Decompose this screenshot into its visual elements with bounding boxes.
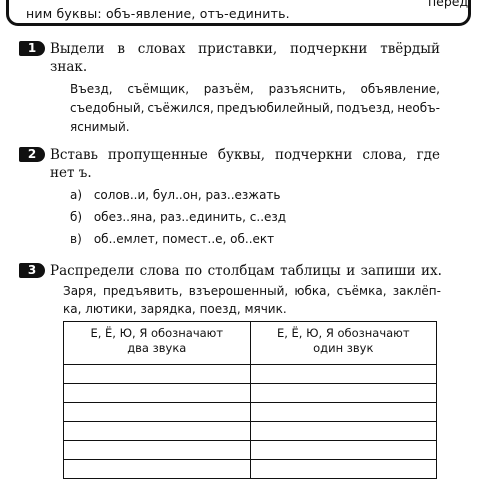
task2-option-a [70,188,281,202]
header-line: два звука [127,341,187,355]
task2-option-b [70,210,286,224]
word: съёжился, [147,101,214,115]
table-header-col2 [250,322,437,365]
table-row [64,384,437,403]
option-text: солов..и, бул..он, раз..езжать [93,188,281,202]
answer-cell[interactable] [64,365,251,384]
word: съёмщик, [127,82,190,96]
word: буквы, [217,147,266,163]
header-line: Е, Ё, Ю, Я обозначают [276,326,410,340]
rule-text: ним буквы: объ-явление, отъ-единить. [26,6,290,21]
word: съёмка, [336,284,387,298]
task1-instruction-line: знак. [50,59,88,75]
task1-words-line: яснимый. [70,120,130,134]
task-number-3: 3 [19,263,45,278]
word: приставки, [198,41,278,57]
table-header-col1 [64,322,251,365]
answer-cell[interactable] [250,403,437,422]
word: подъезд, [336,101,395,115]
word: необъ- [397,101,440,115]
table-row [64,441,437,460]
word: объявление, [360,82,440,96]
header-line: один звук [313,341,374,355]
answer-cell[interactable] [64,460,251,479]
word: Выдели [50,41,105,57]
word: столбцам [207,263,275,279]
answer-cell[interactable] [64,384,251,403]
table-row [64,365,437,384]
answer-cell[interactable] [250,460,437,479]
header-line: Е, Ё, Ю, Я обозначают [90,326,224,340]
answer-cell[interactable] [250,384,437,403]
task3-words-line [63,282,441,300]
task1-words-line [70,80,440,99]
word: где [416,147,440,163]
option-text: обез..яна, раз..единить, с..езд [93,210,287,224]
rule-text-end: перед [428,0,469,9]
option-letter: а) [70,188,83,202]
answer-cell[interactable] [250,422,437,441]
word: предъюбилейный, [216,101,334,115]
option-letter: в) [70,232,82,246]
word: съедобный, [70,101,145,115]
task3-words-line: ка, лютики, зарядка, поезд, мячик. [63,302,287,316]
task3-instruction [50,262,442,280]
word: пропущенные [107,147,208,163]
option-letter: б) [70,210,83,224]
answer-cell[interactable] [250,365,437,384]
answer-cell[interactable] [64,441,251,460]
table-row [64,422,437,441]
task3-instruction-line [50,262,442,280]
task1-words [70,80,440,137]
word: разъём, [203,82,254,96]
word: взъерошенный, [188,284,289,298]
task2-instruction-line: нет ъ. [50,165,92,181]
word: слова, [362,147,407,163]
task1-words-line [70,99,440,118]
task3-words [63,282,441,318]
answer-cell[interactable] [250,441,437,460]
answer-cell[interactable] [64,403,251,422]
word: Распредели [50,263,135,279]
word: слова [139,263,180,279]
task2-instruction-line [50,146,440,164]
word: по [185,263,203,279]
task1-instruction [50,40,440,76]
answer-table [63,321,437,479]
word: разъяснить, [268,82,346,96]
word: словах [137,41,186,57]
table-row [64,403,437,422]
task2-option-c [70,232,274,246]
word: таблицы [280,263,341,279]
word: их. [421,263,442,279]
word: подчеркни [289,41,368,57]
task-number-2: 2 [19,147,45,162]
word: твёрдый [380,41,440,57]
task2-instruction [50,146,440,182]
word: Въезд, [70,82,113,96]
word: и [346,263,356,279]
task1-instruction-line [50,40,440,58]
task-number-1: 1 [19,41,45,56]
word: Вставь [50,147,98,163]
word: заклёп- [392,284,441,298]
word: в [117,41,125,57]
word: Заря, [63,284,97,298]
answer-cell[interactable] [64,422,251,441]
word: юбка, [294,284,331,298]
word: подчеркни [275,147,353,163]
table-row [64,460,437,479]
word: предъявить, [102,284,183,298]
word: запиши [360,263,416,279]
option-text: об..емлет, помест..е, об..ект [93,232,275,246]
